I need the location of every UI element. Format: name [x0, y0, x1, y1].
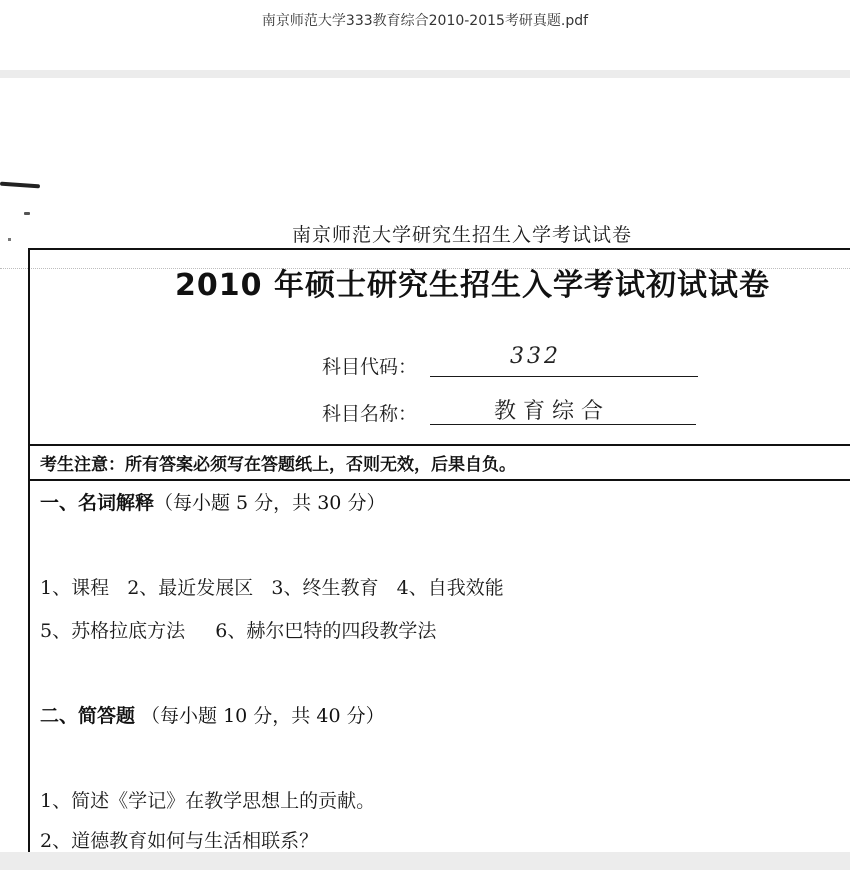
notice-top-rule	[28, 444, 850, 446]
exam-title: 2010 年硕士研究生招生入学考试初试试卷	[175, 268, 770, 303]
subject-name-label: 科目名称：	[322, 403, 418, 425]
subject-code-underline	[430, 376, 698, 377]
scan-artifact-mark	[24, 212, 30, 215]
examinee-notice: 考生注意：所有答案必须写在答题纸上，否则无效，后果自负。	[40, 455, 516, 475]
section2-question-2: 2、道德教育如何与生活相联系？	[40, 830, 319, 852]
section2-question-1: 1、简述《学记》在教学思想上的贡献。	[40, 790, 376, 812]
section1-title: 一、名词解释	[40, 492, 155, 514]
subject-name-underline	[430, 424, 696, 425]
subject-code-label: 科目代码：	[322, 356, 418, 378]
section2-score-note: （每小题 10 分，共 40 分）	[135, 705, 385, 727]
viewer-bottom-band	[0, 852, 850, 870]
pdf-page[interactable]	[0, 78, 850, 852]
subject-code-value: 332	[510, 344, 561, 369]
scan-artifact-mark	[8, 238, 11, 241]
section1-terms-line2: 5、苏格拉底方法 6、赫尔巴特的四段教学法	[40, 620, 437, 642]
exam-frame-top-border	[28, 248, 850, 250]
university-header: 南京师范大学研究生招生入学考试试卷	[292, 224, 633, 246]
notice-bottom-rule	[28, 479, 850, 481]
section1-heading	[40, 488, 385, 515]
subject-name-value: 教 育 综 合	[494, 399, 603, 424]
scan-artifact-mark	[0, 182, 40, 189]
exam-frame-left-border	[28, 248, 30, 852]
section1-terms-line1: 1、课程 2、最近发展区 3、终生教育 4、自我效能	[40, 577, 504, 599]
viewer-titlebar	[0, 0, 850, 70]
viewer-top-band	[0, 70, 850, 78]
section2-heading	[40, 701, 385, 728]
document-file-title: 南京师范大学333教育综合2010-2015考研真题.pdf	[261, 13, 589, 29]
section1-score-note: （每小题 5 分，共 30 分）	[154, 492, 386, 514]
section2-title: 二、简答题	[40, 705, 136, 727]
